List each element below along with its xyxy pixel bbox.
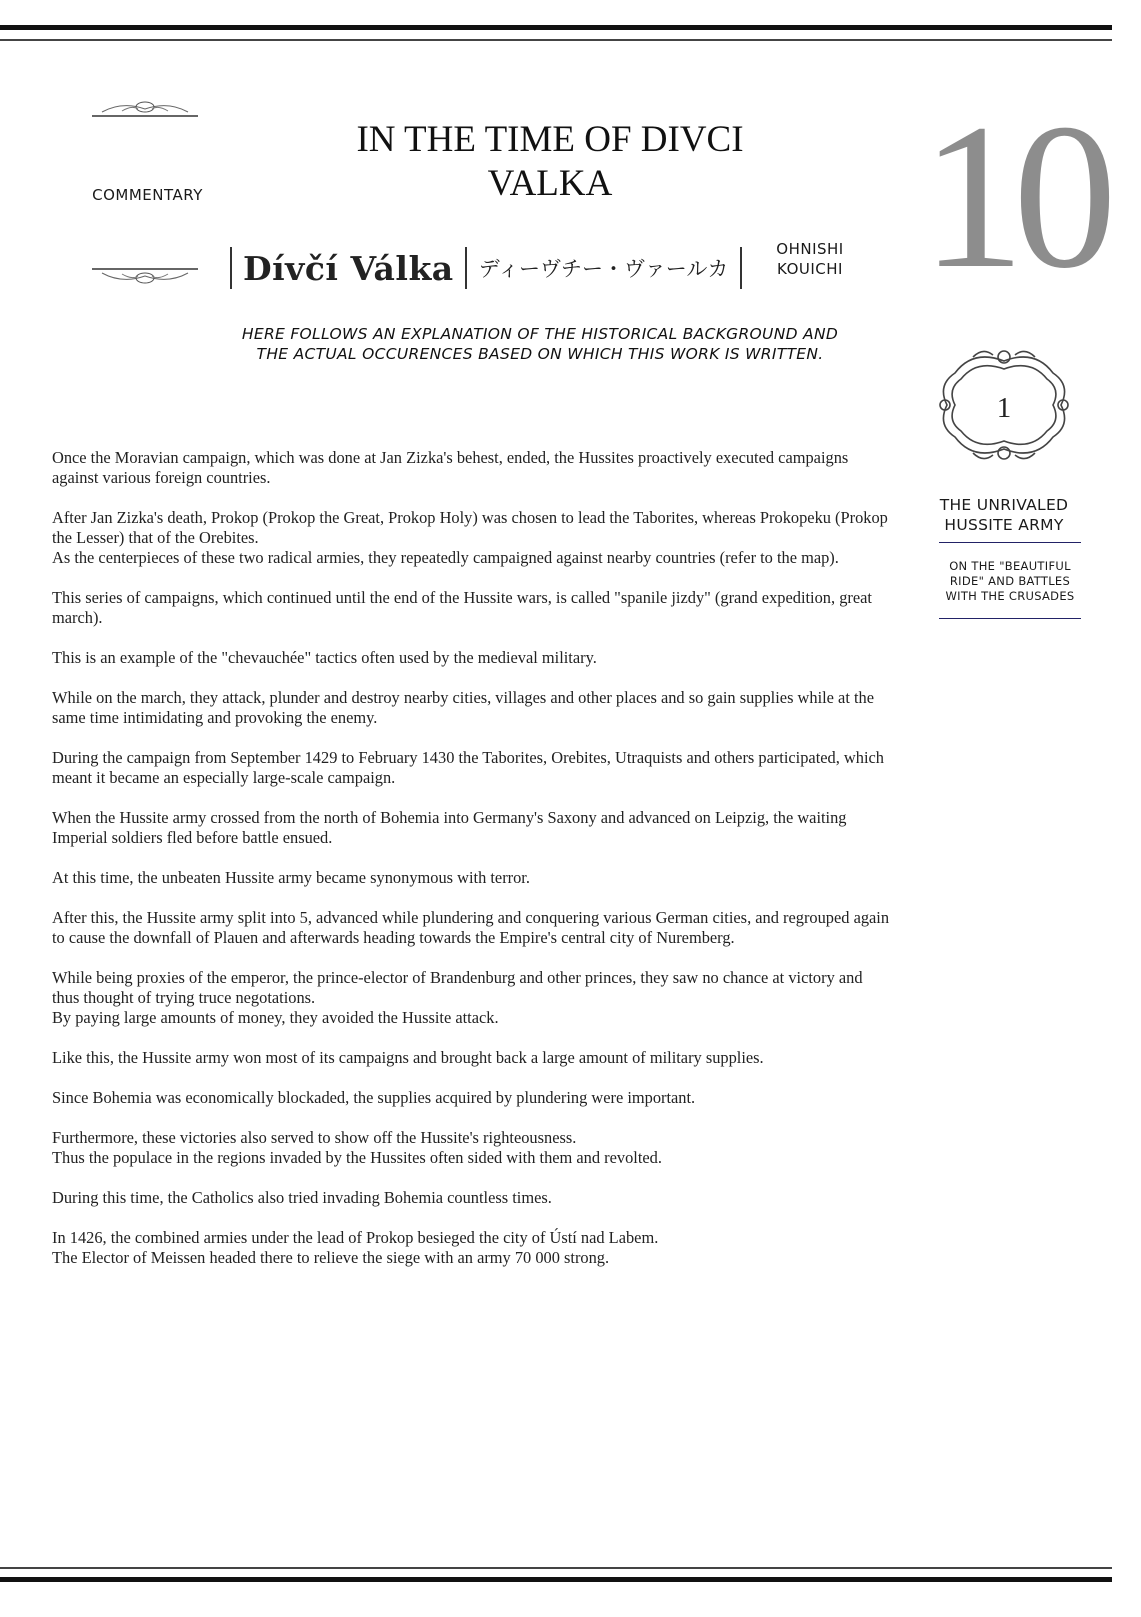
chapter-number: 1 [996,392,1012,424]
flourish-ornament-icon [92,97,198,119]
top-border-thick [0,25,1112,30]
logo-japanese-text: ディーヴチー・ヴァールカ [478,257,729,281]
chapter-subtitle: ON THE "BEAUTIFUL RIDE" AND BATTLES WITH THE CRUSADES [945,559,1075,603]
logo-divider [740,247,742,289]
paragraph: After this, the Hussite army split into 5, advanced while plundering and conquering various German cities, and regrouped again to cause the downfall of Plauen and afterwards heading towards the Empire's central city of Nuremberg. [52,908,890,947]
paragraph: This series of campaigns, which continued until the end of the Hussite wars, is called "spanile jizdy" (grand expedition, great march). [52,588,872,627]
paragraph: During this time, the Catholics also tried invading Bohemia countless times. [52,1188,552,1207]
commentary-label: COMMENTARY [92,186,203,204]
paragraph: At this time, the unbeaten Hussite army became synonymous with terror. [52,868,530,887]
sidebar-divider [939,618,1081,619]
author-line-1: OHNISHI [776,240,844,258]
sidebar-divider [939,542,1081,543]
flourish-ornament-icon [92,266,198,288]
paragraph: In 1426, the combined armies under the lead of Prokop besieged the city of Ústí nad Labem. The Elector of Meissen headed there to relieve the siege with an army 70 000 strong. [52,1228,659,1267]
paragraph: After Jan Zizka's death, Prokop (Prokop the Great, Prokop Holy) was chosen to lead the Taborites, whereas Prokopeku (Prokop the Lesser) that of the Orebites. As the centerpieces of these two radical armies, they repeatedly campaigned against nearby countries (refer to the map). [52,508,888,567]
volume-number: 10 [921,81,1105,311]
bottom-border-thin [0,1567,1112,1569]
paragraph: Since Bohemia was economically blockaded, the supplies acquired by plundering were important. [52,1088,696,1107]
author-line-2: KOUICHI [777,260,843,278]
paragraph: Furthermore, these victories also served to show off the Hussite's righteousness. Thus the populace in the regions invaded by the Hussites often sided with them and revolted. [52,1128,662,1167]
article-body [52,448,892,1288]
logo-latin-text: Dívčí Válka [243,248,454,288]
paragraph: This is an example of the "chevauchée" tactics often used by the medieval military. [52,648,597,667]
bottom-border-thick [0,1577,1112,1582]
author-name [755,239,865,279]
paragraph: While on the march, they attack, plunder and destroy nearby cities, villages and other places and so gain supplies while at the same time intimidating and provoking the enemy. [52,688,875,727]
top-border-thin [0,39,1112,41]
paragraph: During the campaign from September 1429 to February 1430 the Taborites, Orebites, Utraquists and others participated, which meant it became an especially large-scale campaign. [52,748,884,787]
chapter-title: THE UNRIVALED HUSSITE ARMY [939,496,1069,534]
page-title: IN THE TIME OF DIVCI VALKA [356,119,744,204]
paragraph: While being proxies of the emperor, the prince-elector of Brandenburg and other princes, they saw no chance at victory and thus thought of trying truce negotations. By paying large amounts of money, they avoided the Hussite attack. [52,968,863,1027]
intro-text: HERE FOLLOWS AN EXPLANATION OF THE HISTORICAL BACKGROUND AND THE ACTUAL OCCURENCES BASED ON WHICH THIS WORK IS WRITTEN. [241,325,839,363]
series-logo [230,244,742,292]
paragraph: Once the Moravian campaign, which was done at Jan Zizka's behest, ended, the Hussites proactively executed campaigns against various foreign countries. [52,448,849,487]
paragraph: When the Hussite army crossed from the north of Bohemia into Germany's Saxony and advanced on Leipzig, the waiting Imperial soldiers fled before battle ensued. [52,808,847,847]
paragraph: Like this, the Hussite army won most of its campaigns and brought back a large amount of military supplies. [52,1048,764,1067]
